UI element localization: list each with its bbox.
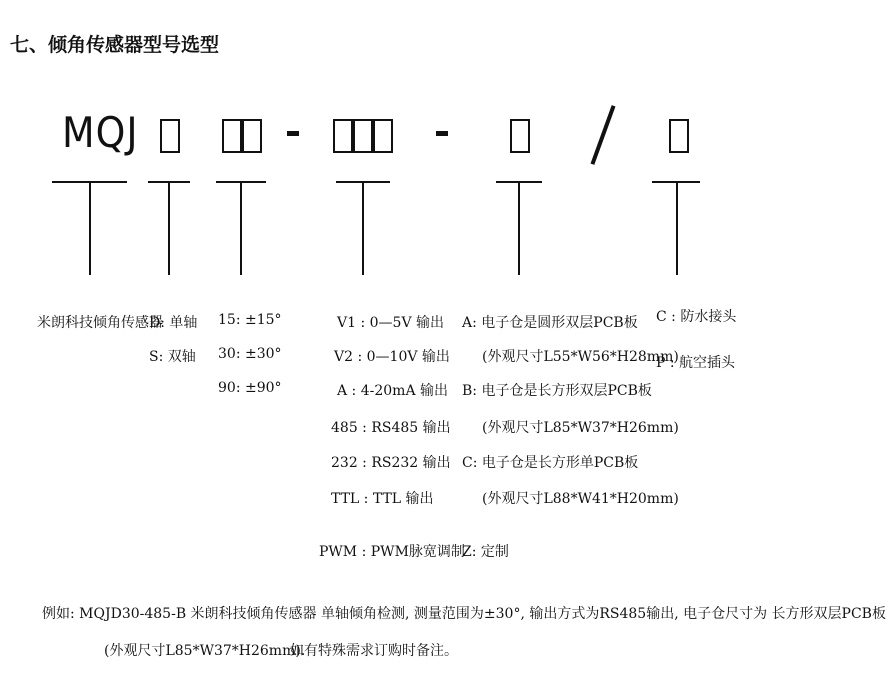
housing-option-b: B: 电子仓是长方形双层PCB板 [462, 383, 652, 399]
separator-dash-1 [287, 131, 299, 136]
example-note-line2-remark: 如有特殊需求订购时备注。 [290, 643, 458, 659]
output-option-pwm: PWM : PWM脉宽调制 [319, 544, 465, 560]
separator-dash-2 [436, 131, 448, 136]
output-option-a: A : 4-20mA 输出 [337, 383, 449, 399]
output-option-485: 485 : RS485 输出 [331, 420, 451, 436]
output-option-v2: V2 : 0—10V 输出 [334, 349, 450, 365]
housing-option-z: Z: 定制 [462, 544, 509, 560]
axis-option-single: D: 单轴 [149, 315, 198, 331]
model-prefix: MQJ [62, 108, 139, 157]
housing-code-box [510, 119, 530, 153]
output-option-232: 232 : RS232 输出 [331, 455, 451, 471]
housing-option-c-size: (外观尺寸L88*W41*H20mm) [482, 491, 679, 507]
brand-label: 米朗科技倾角传感器 [37, 315, 163, 331]
output-option-ttl: TTL : TTL 输出 [331, 491, 434, 507]
connector-option-p: P : 航空插头 [656, 355, 736, 371]
example-note-line2-size: (外观尺寸L85*W37*H26mm). [104, 643, 306, 659]
range-code-box-1 [222, 119, 242, 153]
range-option-30: 30: ±30° [218, 346, 282, 362]
page-title: 七、倾角传感器型号选型 [10, 34, 220, 56]
connector-code-box [669, 119, 689, 153]
housing-option-a: A: 电子仓是圆形双层PCB板 [462, 315, 638, 331]
example-note-line1: 例如: MQJD30-485-B 米朗科技倾角传感器 单轴倾角检测, 测量范围为±30°, 输出方式为RS485输出, 电子仓尺寸为 长方形双层PCB板 [42, 606, 886, 622]
axis-option-dual: S: 双轴 [149, 349, 196, 365]
housing-option-b-size: (外观尺寸L85*W37*H26mm) [482, 420, 679, 436]
range-code-box-2 [242, 119, 262, 153]
range-option-90: 90: ±90° [218, 380, 282, 396]
axis-code-box [160, 119, 180, 153]
output-option-v1: V1 : 0—5V 输出 [337, 315, 445, 331]
housing-option-c: C: 电子仓是长方形单PCB板 [462, 455, 639, 471]
connector-option-c: C : 防水接头 [656, 309, 737, 325]
output-code-box-3 [373, 119, 393, 153]
separator-slash [591, 105, 616, 165]
housing-option-a-size: (外观尺寸L55*W56*H28mm) [482, 349, 679, 365]
output-code-box-2 [353, 119, 373, 153]
output-code-box-1 [333, 119, 353, 153]
range-option-15: 15: ±15° [218, 312, 282, 328]
